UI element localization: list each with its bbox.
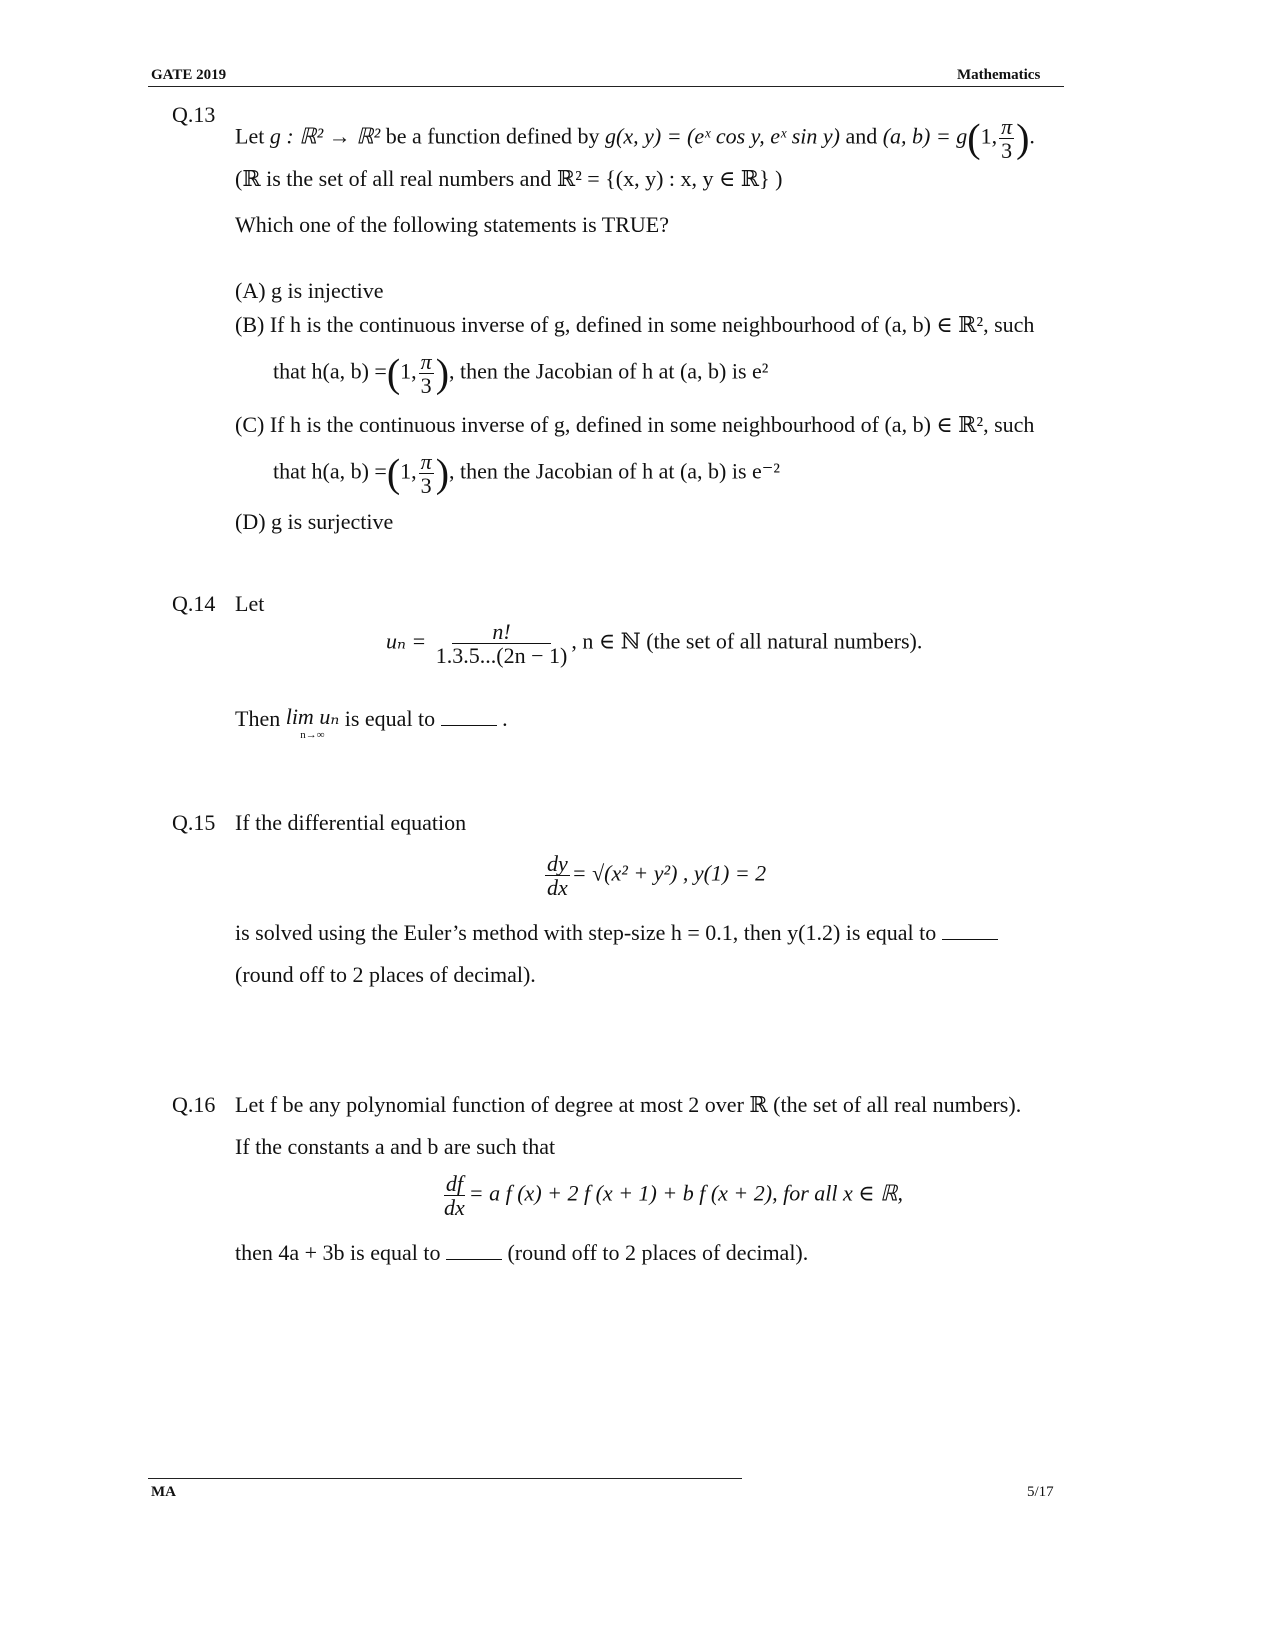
footer-page-number: 5/17 xyxy=(1027,1484,1054,1500)
q15-equation: $\frac{dy}{dx}$ = √(x² + y²) , y(1) = 2 xyxy=(547,851,767,901)
q13-number: Q.13 xyxy=(172,102,216,127)
q15-intro: If the differential equation xyxy=(235,810,467,835)
q15-line3: (round off to 2 places of decimal). xyxy=(235,962,536,987)
q13-option-b-cont: that h(a, b) =(1, $\frac{\pi}{3}$ ), then the Jacobian of h at (a, b) is e² xyxy=(273,349,769,399)
q16-equation: $\frac{df}{dx}$ = a f (x) + 2 f (x + 1) + b f (x + 2), for all x ∈ ℝ, xyxy=(444,1171,903,1221)
q14-intro: Let xyxy=(235,591,265,616)
q13-note: (ℝ is the set of all real numbers and ℝ² = {(x, y) : x, y ∈ ℝ} ) xyxy=(235,166,783,191)
q13-question: Which one of the following statements is TRUE? xyxy=(235,212,670,237)
q13-option-d: (D) g is surjective xyxy=(235,509,394,534)
q13-option-c: (C) If h is the continuous inverse of g, defined in some neighbourhood of (a, b) ∈ ℝ², such xyxy=(235,412,1035,437)
q15-line2: is solved using the Euler’s method with step-size h = 0.1, then y(1.2) is equal to xyxy=(235,920,998,946)
q13-option-c-cont: that h(a, b) =(1, $\frac{\pi}{3}$ ), then the Jacobian of h at (a, b) is e⁻² xyxy=(273,449,781,499)
q15-number: Q.15 xyxy=(172,810,216,835)
q16-number: Q.16 xyxy=(172,1092,216,1117)
footer-rule xyxy=(148,1478,742,1479)
header-rule xyxy=(148,86,1064,87)
q14-question: Then lim uₙ n→∞ is equal to . xyxy=(235,704,508,741)
header-exam: GATE 2019 xyxy=(151,67,227,83)
footer-paper-code: MA xyxy=(151,1484,176,1500)
q16-line3: then 4a + 3b is equal to (round off to 2 places of decimal). xyxy=(235,1240,809,1265)
q16-line1: Let f be any polynomial function of degree at most 2 over ℝ (the set of all real numbers). xyxy=(235,1092,1022,1117)
header-subject: Mathematics xyxy=(957,67,1041,83)
q13-statement: Let g : ℝ² → ℝ² be a function defined by g(x, y) = (eˣ cos y, eˣ sin y) and (a, b) = g(1, $\frac{\pi}{3}$ ). xyxy=(235,114,1035,164)
q14-number: Q.14 xyxy=(172,591,216,616)
q14-formula: uₙ = $\frac{n!}{1.3.5...(2n - 1)}$ , n ∈ ℕ (the set of all natural numbers). xyxy=(386,619,923,669)
q13-option-b: (B) If h is the continuous inverse of g, defined in some neighbourhood of (a, b) ∈ ℝ², such xyxy=(235,312,1035,337)
q13-option-a: (A) g is injective xyxy=(235,278,384,303)
q16-line2: If the constants a and b are such that xyxy=(235,1134,556,1159)
